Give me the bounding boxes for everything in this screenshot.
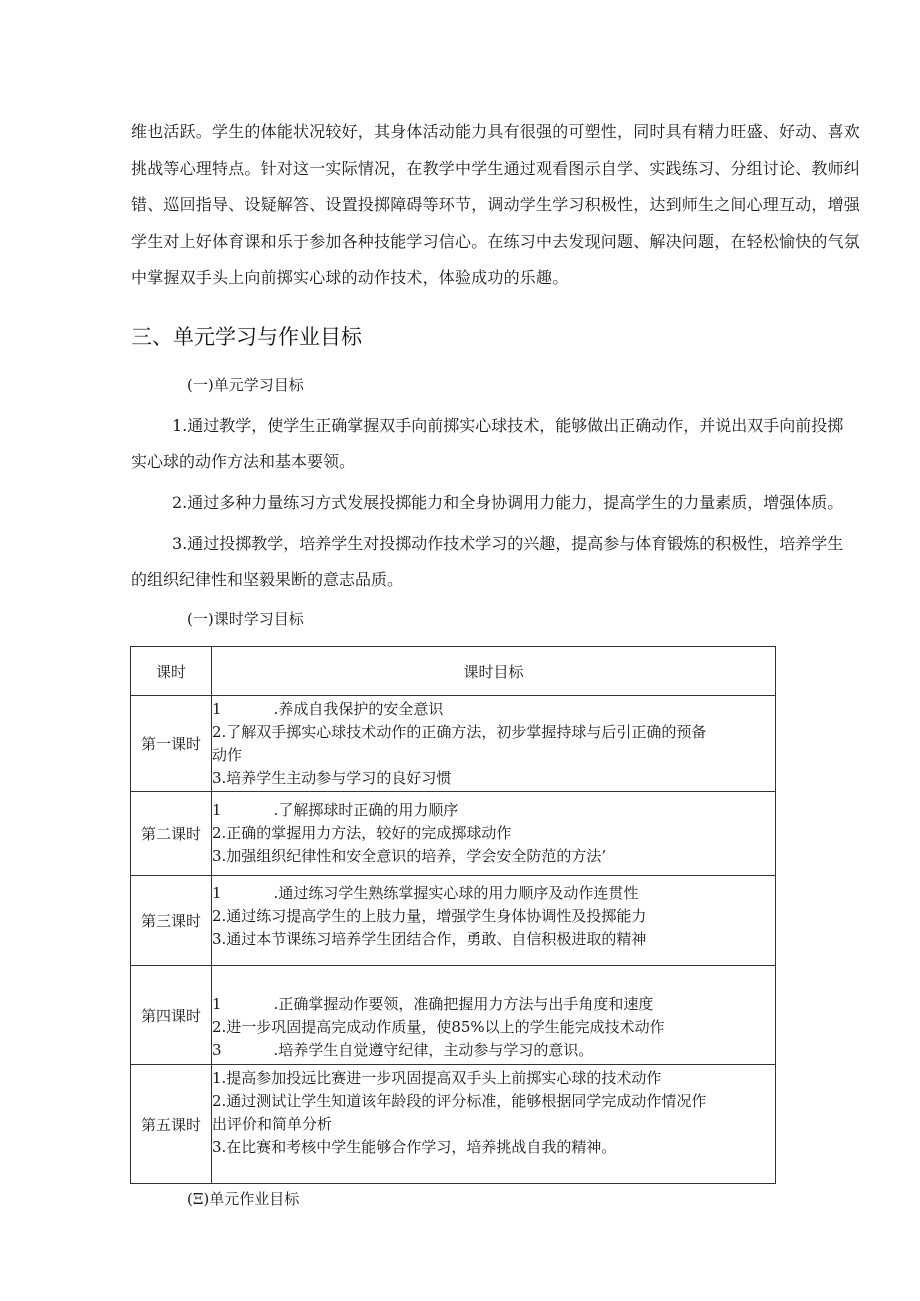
goals-cell	[212, 792, 776, 876]
period-cell: 第一课时	[131, 696, 212, 792]
intro-line: 中掌握双手头上向前掷实心球的动作技术，体验成功的乐趣。	[131, 268, 569, 288]
goal-item-continued: 动作	[212, 745, 243, 764]
goal-item: 2.通过测试让学生知道该年龄段的评分标准，能够根据同学完成动作情况作	[212, 1092, 707, 1110]
goal-item	[212, 993, 775, 1016]
goal-item: 3.通过本节课练习培养学生团结合作，勇敢、自信积极进取的精神	[212, 930, 647, 948]
goals-cell	[212, 876, 776, 966]
goal-item-continued: 出评价和简单分析	[212, 1115, 333, 1133]
goal-item: 1.提高参加投远比赛进一步巩固提高双手头上前掷实心球的技术动作	[212, 1069, 662, 1087]
table-row	[131, 1065, 776, 1184]
homework-goals-title: (Ξ)单元作业目标	[187, 1190, 300, 1208]
table-row	[131, 966, 776, 1065]
unit-goal-item-3	[131, 526, 891, 598]
intro-line: 维也活跃。学生的体能状况较好，其身体活动能力具有很强的可塑性，同时具有精力旺盛、好动、喜欢	[131, 122, 861, 141]
table-row	[131, 876, 776, 966]
lesson-goals-table	[130, 646, 776, 1184]
period-cell: 第四课时	[131, 966, 212, 1065]
goal-item: 3.加强组织纪律性和安全意识的培养，学会安全防范的方法’	[212, 847, 607, 865]
period-cell: 第三课时	[131, 876, 212, 966]
unit-goal-line: 实心球的动作方法和基本要领。	[131, 452, 356, 471]
section-heading: 三、单元学习与作业目标	[131, 325, 362, 349]
goal-text: .通过练习学生熟练掌握实心球的用力顺序及动作连贯性	[273, 884, 639, 902]
goal-text: .正确掌握动作要领，准确把握用力方法与出手角度和速度	[273, 995, 654, 1013]
goals-cell	[212, 1065, 776, 1184]
intro-line: 学生对上好体育课和乐于参加各种技能学习信心。在练习中去发现问题、解决问题，在轻松愉快的气氛	[131, 231, 861, 251]
table-row	[131, 792, 776, 876]
goal-item: 2.了解双手掷实心球技术动作的正确方法，初步掌握持球与后引正确的预备	[212, 722, 707, 741]
goal-number: 3	[212, 1041, 222, 1059]
goal-item	[212, 698, 775, 721]
period-cell: 第二课时	[131, 792, 212, 876]
unit-goal-item-1	[131, 408, 891, 480]
intro-paragraph	[131, 114, 891, 297]
unit-goal-line: 3.通过投掷教学，培养学生对投掷动作技术学习的兴趣，提高参与体育锻炼的积极性，培养学生	[172, 534, 844, 553]
header-period: 课时	[131, 647, 212, 696]
intro-line: 挑战等心理特点。针对这一实际情况，在教学中学生通过观看图示自学、实践练习、分组讨论、教师纠	[131, 158, 861, 178]
period-cell: 第五课时	[131, 1065, 212, 1184]
goal-text: .培养学生自觉遵守纪律，主动参与学习的意识。	[273, 1041, 594, 1059]
goal-item: 2.进一步巩固提高完成动作质量，使85%以上的学生能完成技术动作	[212, 1018, 665, 1036]
goal-item	[212, 799, 775, 822]
table-header-row	[131, 647, 776, 696]
goals-cell	[212, 966, 776, 1065]
goal-text: .养成自我保护的安全意识	[273, 699, 444, 718]
goal-item: 3.培养学生主动参与学习的良好习惯	[212, 768, 452, 787]
unit-goal-line: 1.通过教学，使学生正确掌握双手向前掷实心球技术，能够做出正确动作，并说出双手向前投掷	[172, 416, 844, 435]
unit-goal-line: 的组织纪律性和坚毅果断的意志品质。	[131, 570, 404, 589]
goal-item: 3.在比赛和考核中学生能够合作学习，培养挑战自我的精神。	[212, 1138, 617, 1156]
intro-line: 错、巡回指导、设疑解答、设置投掷障碍等环节，调动学生学习积极性，达到师生之间心理互动，增强	[131, 195, 861, 215]
goal-number: 1	[212, 884, 222, 902]
lesson-goals-title: (一)课时学习目标	[187, 610, 304, 628]
unit-goal-line: 2.通过多种力量练习方式发展投掷能力和全身协调用力能力，提高学生的力量素质，增强体质。	[172, 493, 844, 512]
goal-number: 1	[212, 801, 222, 819]
goal-number: 1	[212, 699, 222, 718]
unit-goals-title: (一)单元学习目标	[187, 376, 304, 394]
goal-text: .了解掷球时正确的用力顺序	[273, 801, 459, 819]
goal-item	[212, 1039, 775, 1062]
header-goal: 课时目标	[212, 647, 776, 696]
goal-item	[212, 882, 775, 905]
unit-goal-item-2	[131, 485, 891, 521]
goals-cell	[212, 696, 776, 792]
table-row	[131, 696, 776, 792]
goal-item: 2.通过练习提高学生的上肢力量，增强学生身体协调性及投掷能力	[212, 907, 647, 925]
goal-item: 2.正确的掌握用力方法，较好的完成掷球动作	[212, 824, 512, 842]
goal-number: 1	[212, 995, 222, 1013]
